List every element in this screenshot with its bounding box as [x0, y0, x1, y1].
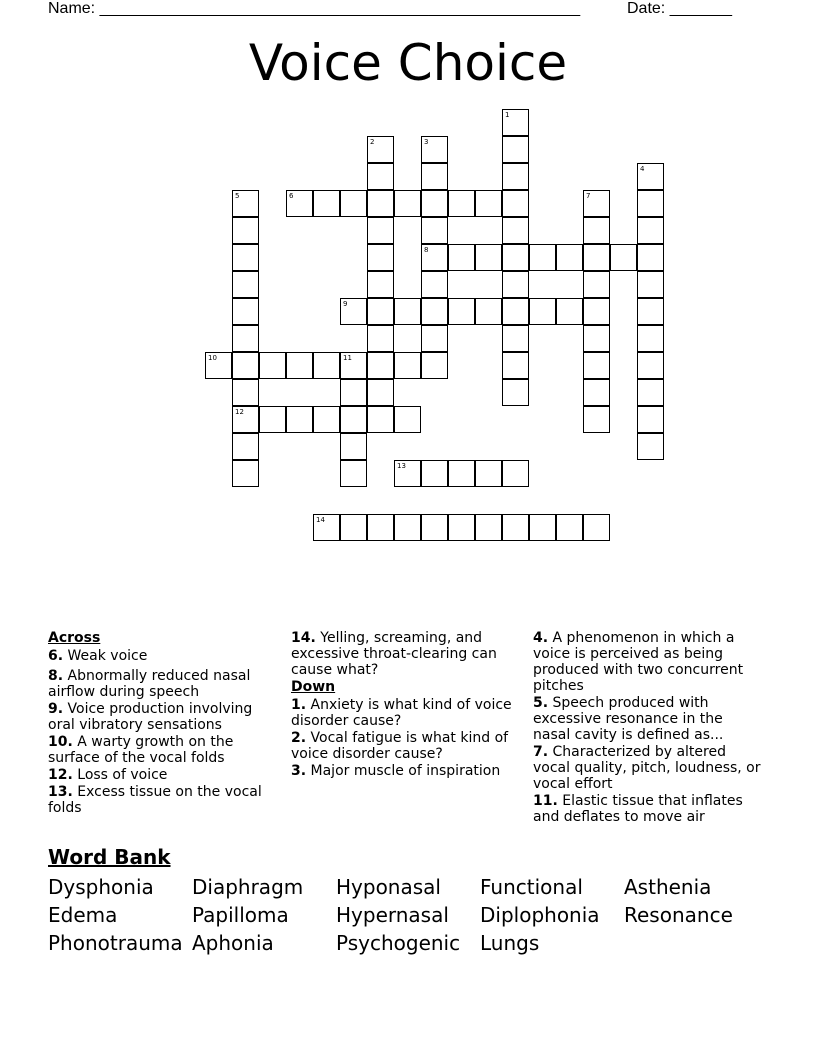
crossword-cell[interactable]	[232, 217, 259, 244]
crossword-cell[interactable]	[448, 190, 475, 217]
word-bank-item: Functional	[480, 875, 583, 899]
crossword-cell[interactable]	[340, 190, 367, 217]
clue-number: 1	[505, 111, 510, 119]
crossword-cell[interactable]	[637, 406, 664, 433]
crossword-cell[interactable]	[232, 271, 259, 298]
crossword-cell[interactable]	[421, 325, 448, 352]
crossword-cell[interactable]	[421, 190, 448, 217]
crossword-cell[interactable]	[421, 244, 448, 271]
down-clue: 11. Elastic tissue that inflates and deflates to move air	[533, 793, 743, 825]
crossword-cell[interactable]	[583, 406, 610, 433]
crossword-cell[interactable]	[637, 217, 664, 244]
crossword-cell[interactable]	[232, 460, 259, 487]
word-bank-item: Diplophonia	[480, 903, 600, 927]
crossword-cell[interactable]	[637, 379, 664, 406]
down-clue: 1. Anxiety is what kind of voice disorder cause?	[291, 697, 512, 729]
crossword-cell[interactable]	[394, 406, 421, 433]
crossword-cell[interactable]	[367, 244, 394, 271]
across-clue: 12. Loss of voice	[48, 767, 168, 783]
crossword-cell[interactable]	[421, 271, 448, 298]
across-clue: 13. Excess tissue on the vocal folds	[48, 784, 262, 816]
crossword-cell[interactable]	[421, 298, 448, 325]
crossword-cell[interactable]	[583, 379, 610, 406]
down-clue: 3. Major muscle of inspiration	[291, 763, 501, 779]
crossword-cell[interactable]	[232, 325, 259, 352]
down-clue: 2. Vocal fatigue is what kind of voice disorder cause?	[291, 730, 509, 762]
word-bank-item: Psychogenic	[336, 931, 461, 955]
crossword-cell[interactable]	[502, 298, 529, 325]
clue-number: 14	[316, 516, 325, 524]
crossword-cell[interactable]	[583, 352, 610, 379]
crossword-cell[interactable]	[556, 244, 583, 271]
across-clue: 10. A warty growth on the surface of the vocal folds	[48, 734, 234, 766]
crossword-cell[interactable]	[367, 298, 394, 325]
crossword-cell[interactable]	[232, 298, 259, 325]
crossword-cell[interactable]	[556, 514, 583, 541]
down-clue: 4. A phenomenon in which a voice is perceived as being produced with two concurrent pitches	[533, 630, 744, 694]
across-heading: Across	[48, 630, 101, 646]
crossword-cell[interactable]	[367, 514, 394, 541]
crossword-cell[interactable]	[637, 190, 664, 217]
crossword-cell[interactable]	[340, 433, 367, 460]
crossword-cell[interactable]	[394, 190, 421, 217]
word-bank-item: Hyponasal	[336, 875, 441, 899]
word-bank-item: Phonotrauma	[48, 931, 183, 955]
crossword-cell[interactable]	[502, 244, 529, 271]
clue-number: 13	[397, 462, 406, 470]
crossword-cell[interactable]	[340, 514, 367, 541]
across-clue: 9. Voice production involving oral vibratory sensations	[48, 701, 253, 733]
crossword-cell[interactable]	[529, 298, 556, 325]
across-clue: 14. Yelling, screaming, and excessive throat-clearing can cause what?	[291, 630, 497, 678]
word-bank-item: Aphonia	[192, 931, 274, 955]
across-clue: 6. Weak voice	[48, 648, 148, 664]
crossword-cell[interactable]	[313, 190, 340, 217]
word-bank-item: Edema	[48, 903, 118, 927]
crossword-cell[interactable]	[313, 352, 340, 379]
crossword-cell[interactable]	[529, 244, 556, 271]
crossword-cell[interactable]	[367, 217, 394, 244]
crossword-cell[interactable]	[313, 406, 340, 433]
crossword-cell[interactable]	[583, 244, 610, 271]
clues-column-1	[48, 630, 278, 817]
word-bank-title: Word Bank	[48, 845, 171, 869]
down-clue: 7. Characterized by altered vocal quality, pitch, loudness, or vocal effort	[533, 744, 761, 792]
clue-number: 3	[424, 138, 429, 146]
crossword-cell[interactable]	[583, 271, 610, 298]
crossword-cell[interactable]	[367, 379, 394, 406]
across-clue: 8. Abnormally reduced nasal airflow during speech	[48, 668, 251, 700]
word-bank-item: Resonance	[624, 903, 733, 927]
crossword-cell[interactable]	[421, 514, 448, 541]
crossword-cell[interactable]	[502, 271, 529, 298]
crossword-cell[interactable]	[583, 217, 610, 244]
crossword-cell[interactable]	[475, 298, 502, 325]
word-bank-item: Dysphonia	[48, 875, 154, 899]
crossword-cell[interactable]	[367, 352, 394, 379]
clue-number: 8	[424, 246, 429, 254]
clue-number: 6	[289, 192, 294, 200]
crossword-cell[interactable]	[475, 514, 502, 541]
crossword-cell[interactable]	[232, 352, 259, 379]
crossword-cell[interactable]	[421, 352, 448, 379]
crossword-cell[interactable]	[232, 244, 259, 271]
crossword-cell[interactable]	[475, 190, 502, 217]
crossword-cell[interactable]	[637, 325, 664, 352]
crossword-cell[interactable]	[583, 298, 610, 325]
word-bank-item: Hypernasal	[336, 903, 449, 927]
crossword-cell[interactable]	[637, 271, 664, 298]
crossword-cell[interactable]	[502, 460, 529, 487]
crossword-cell[interactable]	[367, 190, 394, 217]
crossword-cell[interactable]	[556, 298, 583, 325]
clue-number: 4	[640, 165, 645, 173]
crossword-cell[interactable]	[394, 514, 421, 541]
crossword-cell[interactable]	[448, 298, 475, 325]
crossword-cell[interactable]	[340, 352, 367, 379]
crossword-cell[interactable]	[394, 352, 421, 379]
crossword-cell[interactable]	[583, 190, 610, 217]
crossword-cell[interactable]	[637, 298, 664, 325]
clue-number: 2	[370, 138, 375, 146]
clue-number: 9	[343, 300, 348, 308]
clue-number: 12	[235, 408, 244, 416]
crossword-cell[interactable]	[502, 514, 529, 541]
crossword-cell[interactable]	[475, 244, 502, 271]
word-bank-item: Papilloma	[192, 903, 289, 927]
crossword-cell[interactable]	[502, 190, 529, 217]
crossword-cell[interactable]	[529, 514, 556, 541]
crossword-cell[interactable]	[205, 352, 232, 379]
crossword-cell[interactable]	[340, 298, 367, 325]
crossword-cell[interactable]	[367, 271, 394, 298]
crossword-cell[interactable]	[232, 190, 259, 217]
crossword-cell[interactable]	[340, 460, 367, 487]
clue-number: 10	[208, 354, 217, 362]
crossword-cell[interactable]	[583, 514, 610, 541]
crossword-cell[interactable]	[340, 406, 367, 433]
word-bank-item: Diaphragm	[192, 875, 304, 899]
date-field-label: Date: _______	[627, 0, 732, 17]
crossword-cell[interactable]	[421, 217, 448, 244]
crossword-cell[interactable]	[232, 406, 259, 433]
crossword-cell[interactable]	[340, 379, 367, 406]
crossword-cell[interactable]	[259, 406, 286, 433]
crossword-cell[interactable]	[367, 163, 394, 190]
crossword-cell[interactable]	[421, 163, 448, 190]
crossword-cell[interactable]	[502, 109, 529, 136]
word-bank-item: Asthenia	[624, 875, 712, 899]
crossword-cell[interactable]	[286, 352, 313, 379]
crossword-cell[interactable]	[502, 352, 529, 379]
crossword-cell[interactable]	[367, 136, 394, 163]
down-heading: Down	[291, 679, 336, 695]
crossword-cell[interactable]	[637, 352, 664, 379]
crossword-cell[interactable]	[502, 379, 529, 406]
crossword-cell[interactable]	[421, 136, 448, 163]
word-bank-item: Lungs	[480, 931, 540, 955]
crossword-cell[interactable]	[637, 163, 664, 190]
crossword-cell[interactable]	[394, 298, 421, 325]
crossword-cell[interactable]	[502, 325, 529, 352]
crossword-cell[interactable]	[367, 325, 394, 352]
crossword-cell[interactable]	[232, 379, 259, 406]
crossword-cell[interactable]	[448, 514, 475, 541]
page-title: Voice Choice	[248, 34, 568, 92]
crossword-cell[interactable]	[583, 325, 610, 352]
crossword-cell[interactable]	[367, 406, 394, 433]
name-field-label: Name: ______________________________________________________	[48, 0, 581, 17]
crossword-cell[interactable]	[394, 460, 421, 487]
clue-number: 7	[586, 192, 591, 200]
clue-number: 11	[343, 354, 352, 362]
crossword-cell[interactable]	[421, 460, 448, 487]
down-clue: 5. Speech produced with excessive resonance in the nasal cavity is defined as...	[533, 695, 724, 743]
crossword-cell[interactable]	[259, 352, 286, 379]
crossword-cell[interactable]	[502, 163, 529, 190]
clues-column-3	[533, 630, 763, 826]
crossword-cell[interactable]	[313, 514, 340, 541]
crossword-cell[interactable]	[502, 136, 529, 163]
crossword-cell[interactable]	[637, 244, 664, 271]
crossword-cell[interactable]	[475, 460, 502, 487]
crossword-cell[interactable]	[502, 217, 529, 244]
crossword-cell[interactable]	[286, 190, 313, 217]
clues-column-2	[291, 630, 519, 780]
crossword-cell[interactable]	[286, 406, 313, 433]
crossword-cell[interactable]	[232, 433, 259, 460]
crossword-cell[interactable]	[637, 433, 664, 460]
clue-number: 5	[235, 192, 240, 200]
crossword-cell[interactable]	[448, 244, 475, 271]
crossword-cell[interactable]	[610, 244, 637, 271]
crossword-cell[interactable]	[448, 460, 475, 487]
